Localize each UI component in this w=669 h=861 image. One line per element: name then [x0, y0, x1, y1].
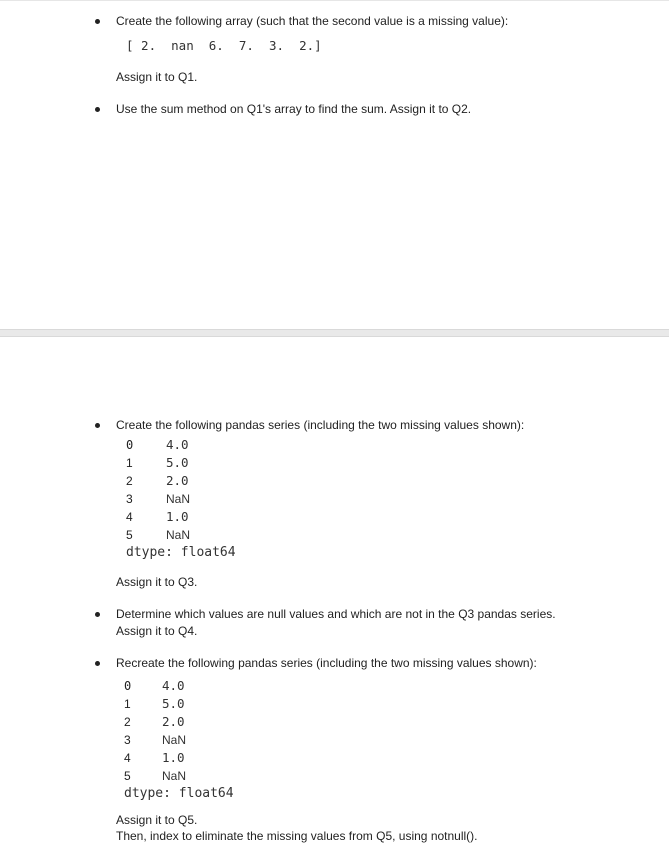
q3-assign: Assign it to Q3. [116, 575, 198, 589]
bullet-q5 [95, 661, 100, 666]
series-row [126, 472, 236, 490]
series-row [124, 677, 234, 695]
series-index: 2 [126, 474, 133, 488]
q4-instruction: Determine which values are null values and which are not in the Q3 pandas series. [116, 607, 556, 621]
bullet-q4 [95, 612, 100, 617]
q5-assign: Assign it to Q5. [116, 813, 198, 827]
series-index: 1 [124, 697, 131, 711]
series-index: 5 [124, 769, 131, 783]
bullet-q2 [95, 107, 100, 112]
series-index: 5 [126, 528, 133, 542]
series-row [124, 731, 234, 749]
bullet-q1 [95, 19, 100, 24]
series-value: 5.0 [162, 696, 185, 711]
q5-series-output [124, 677, 234, 803]
q5-followup: Then, index to eliminate the missing values from Q5, using notnull(). [116, 829, 478, 843]
bullet-q3 [95, 423, 100, 428]
series-value: NaN [162, 733, 187, 747]
q4-assign: Assign it to Q4. [116, 624, 198, 638]
page-separator [0, 329, 669, 337]
series-value: 2.0 [162, 714, 185, 729]
series-row [126, 454, 236, 472]
series-value: 4.0 [162, 678, 185, 693]
series-value: NaN [166, 492, 191, 506]
series-row [126, 436, 236, 454]
series-index: 3 [126, 492, 133, 506]
series-row [124, 713, 234, 731]
series-index: 4 [124, 751, 131, 765]
page-top-border [0, 0, 669, 1]
series-value: 1.0 [162, 750, 185, 765]
q3-series-output [126, 436, 236, 562]
q1-instruction: Create the following array (such that the second value is a missing value): [116, 14, 509, 28]
q5-instruction: Recreate the following pandas series (including the two missing values shown): [116, 656, 537, 670]
series-dtype: dtype: float64 [126, 545, 236, 560]
series-value: 1.0 [166, 509, 189, 524]
series-index: 1 [126, 456, 133, 470]
series-row [126, 508, 236, 526]
q3-instruction: Create the following pandas series (including the two missing values shown): [116, 418, 525, 432]
series-index: 0 [126, 438, 134, 452]
series-dtype: dtype: float64 [124, 786, 234, 801]
series-row [124, 767, 234, 785]
series-value: 4.0 [166, 437, 189, 452]
q1-array-output: [ 2. nan 6. 7. 3. 2.] [126, 38, 322, 53]
series-value: 5.0 [166, 455, 189, 470]
q2-instruction: Use the sum method on Q1's array to find the sum. Assign it to Q2. [116, 102, 472, 116]
series-value: NaN [166, 528, 191, 542]
series-row [126, 526, 236, 544]
series-index: 0 [124, 679, 132, 693]
series-index: 3 [124, 733, 131, 747]
series-index: 2 [124, 715, 131, 729]
series-index: 4 [126, 510, 133, 524]
series-row [126, 490, 236, 508]
series-row [124, 695, 234, 713]
series-value: NaN [162, 769, 187, 783]
q1-assign: Assign it to Q1. [116, 70, 198, 84]
series-row [124, 749, 234, 767]
series-value: 2.0 [166, 473, 189, 488]
